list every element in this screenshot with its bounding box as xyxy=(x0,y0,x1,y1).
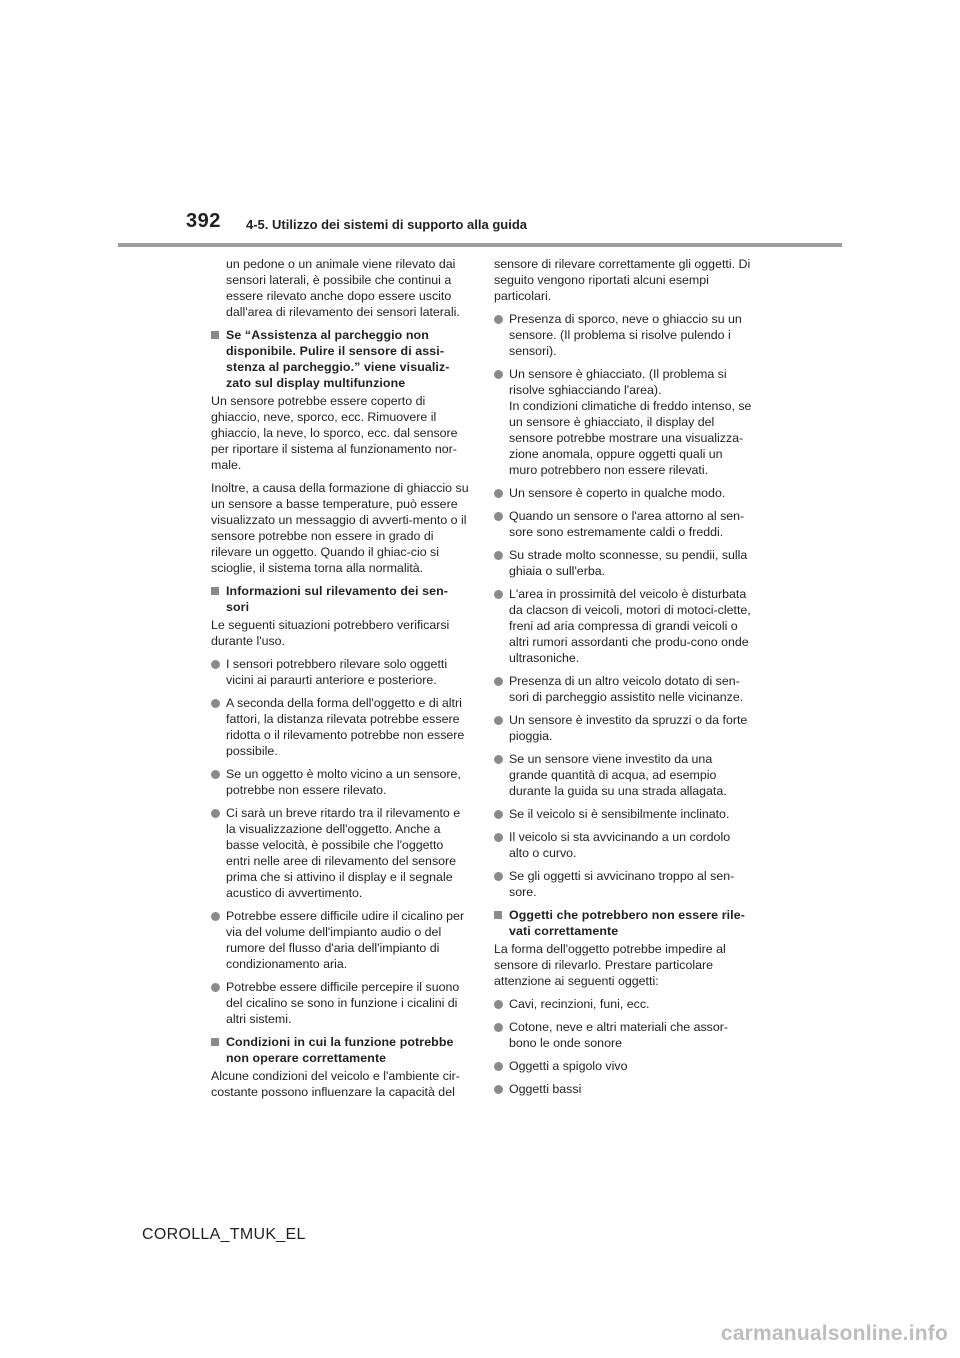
circle-bullet-icon xyxy=(494,551,503,560)
left-column xyxy=(211,256,469,1107)
section-heading xyxy=(211,1034,469,1066)
bullet-item xyxy=(494,1081,752,1097)
bullet-text: Se un sensore viene investito da una grande quantità di acqua, ad esempio durante la guida su una strada allagata. xyxy=(509,752,727,798)
bullet-item xyxy=(211,805,469,901)
circle-bullet-icon xyxy=(494,1085,503,1094)
bullet-item xyxy=(494,1019,752,1051)
paragraph: Le seguenti situazioni potrebbero verificarsi durante l'uso. xyxy=(211,618,450,648)
bullet-text: L'area in prossimità del veicolo è disturbata da clacson di veicoli, motori di motoci-clette, freni ad aria compressa di grandi veicoli o altri rumori assordanti che produ-cono onde ultrasoniche. xyxy=(509,587,751,665)
circle-bullet-icon xyxy=(494,872,503,881)
circle-bullet-icon xyxy=(211,983,220,992)
bullet-text: Un sensore è coperto in qualche modo. xyxy=(509,486,726,500)
section-heading-text: Informazioni sul rilevamento dei sen-sori xyxy=(226,584,448,614)
section-heading xyxy=(211,583,469,615)
circle-bullet-icon xyxy=(494,810,503,819)
paragraph: La forma dell'oggetto potrebbe impedire al sensore di rilevarlo. Prestare particolare attenzione ai seguenti oggetti: xyxy=(494,942,726,988)
bullet-text: Un sensore è investito da spruzzi o da forte pioggia. xyxy=(509,713,748,743)
square-bullet-icon xyxy=(211,587,219,595)
square-bullet-icon xyxy=(211,1038,219,1046)
bullet-item xyxy=(211,766,469,798)
circle-bullet-icon xyxy=(211,770,220,779)
section-heading xyxy=(494,907,752,939)
bullet-item xyxy=(211,908,469,972)
bullet-text: A seconda della forma dell'oggetto e di altri fattori, la distanza rilevata potrebbe essere ridotta o il rilevamento potrebbe non essere possibile. xyxy=(226,696,465,758)
continued-text: sensore di rilevare correttamente gli oggetti. Di seguito vengono riportati alcuni esempi particolari. xyxy=(494,257,751,303)
right-column xyxy=(494,256,752,1104)
bullet-item xyxy=(494,311,752,359)
page-number: 392 xyxy=(186,210,221,232)
bullet-text: Se il veicolo si è sensibilmente inclinato. xyxy=(509,807,730,821)
watermark: carmanualsonline.info xyxy=(720,1322,948,1345)
circle-bullet-icon xyxy=(211,660,220,669)
paragraph: Un sensore potrebbe essere coperto di ghiaccio, neve, sporco, ecc. Rimuovere il ghiaccio, la neve, lo sporco, ecc. dal sensore per riportare il sistema al funzionamento nor-male. xyxy=(211,394,458,472)
bullet-text: Un sensore è ghiacciato. (Il problema si risolve sghiacciando l'area). In condizioni climatiche di freddo intenso, se un sensore è ghiacciato, il display del sensore potrebbe mostrare una visualizza-zione anomala, oppure oggetti quali un muro potrebbero non essere rilevati. xyxy=(509,367,752,477)
circle-bullet-icon xyxy=(211,699,220,708)
bullet-text: Cotone, neve e altri materiali che assor-bono le onde sonore xyxy=(509,1020,729,1050)
bullet-text: Ci sarà un breve ritardo tra il rilevamento e la visualizzazione dell'oggetto. Anche a basse velocità, è possibile che l'oggetto entri nelle aree di rilevamento del sensore prima che si attivino il display e il segnale acustico di avvertimento. xyxy=(226,806,461,900)
bullet-item xyxy=(211,979,469,1027)
bullet-text: Il veicolo si sta avvicinando a un cordolo alto o curvo. xyxy=(509,830,731,860)
bullet-item xyxy=(494,485,752,501)
square-bullet-icon xyxy=(211,331,219,339)
circle-bullet-icon xyxy=(211,809,220,818)
header-rule xyxy=(118,243,842,247)
bullet-item xyxy=(211,656,469,688)
circle-bullet-icon xyxy=(494,677,503,686)
circle-bullet-icon xyxy=(211,912,220,921)
bullet-item xyxy=(494,829,752,861)
bullet-text: Se gli oggetti si avvicinano troppo al sen-sore. xyxy=(509,869,735,899)
bullet-text: Cavi, recinzioni, funi, ecc. xyxy=(509,997,650,1011)
bullet-text: Potrebbe essere difficile udire il cicalino per via del volume dell'impianto audio o del rumore del flusso d'aria dell'impianto di condizionamento aria. xyxy=(226,909,465,971)
section-heading xyxy=(211,327,469,391)
section-heading-text: Oggetti che potrebbero non essere rile-vati correttamente xyxy=(509,908,745,938)
circle-bullet-icon xyxy=(494,716,503,725)
circle-bullet-icon xyxy=(494,489,503,498)
bullet-text: Presenza di un altro veicolo dotato di sen-sori di parcheggio assistito nelle vicinanze. xyxy=(509,674,744,704)
bullet-text: Su strade molto sconnesse, su pendii, sulla ghiaia o sull'erba. xyxy=(509,548,748,578)
circle-bullet-icon xyxy=(494,370,503,379)
bullet-item xyxy=(494,806,752,822)
intro-text: un pedone o un animale viene rilevato dai sensori laterali, è possibile che continui a essere rilevato anche dopo essere uscito dall'area di rilevamento dei sensori laterali. xyxy=(226,257,460,319)
bullet-item xyxy=(494,366,752,478)
bullet-text: Oggetti bassi xyxy=(509,1082,582,1096)
bullet-text: Potrebbe essere difficile percepire il suono del cicalino se sono in funzione i cicalini di altri sistemi. xyxy=(226,980,460,1026)
bullet-item xyxy=(494,508,752,540)
section-title: 4-5. Utilizzo dei sistemi di supporto alla guida xyxy=(246,217,527,232)
circle-bullet-icon xyxy=(494,315,503,324)
bullet-text: Presenza di sporco, neve o ghiaccio su un sensore. (Il problema si risolve pulendo i sensori). xyxy=(509,312,742,358)
paragraph: Alcune condizioni del veicolo e l'ambiente cir-costante possono influenzare la capacità del xyxy=(211,1069,460,1099)
bullet-text: Oggetti a spigolo vivo xyxy=(509,1059,628,1073)
circle-bullet-icon xyxy=(494,512,503,521)
bullet-item xyxy=(494,712,752,744)
bullet-item xyxy=(494,1058,752,1074)
circle-bullet-icon xyxy=(494,755,503,764)
section-heading-text: Condizioni in cui la funzione potrebbe non operare correttamente xyxy=(226,1035,454,1065)
bullet-text: Se un oggetto è molto vicino a un sensore, potrebbe non essere rilevato. xyxy=(226,767,461,797)
circle-bullet-icon xyxy=(494,1000,503,1009)
bullet-text: Quando un sensore o l'area attorno al sen-sore sono estremamente caldi o freddi. xyxy=(509,509,745,539)
bullet-item xyxy=(494,547,752,579)
circle-bullet-icon xyxy=(494,590,503,599)
document-code: COROLLA_TMUK_EL xyxy=(142,1226,306,1243)
circle-bullet-icon xyxy=(494,1023,503,1032)
circle-bullet-icon xyxy=(494,833,503,842)
bullet-item xyxy=(494,586,752,666)
paragraph: Inoltre, a causa della formazione di ghiaccio su un sensore a basse temperature, può essere visualizzato un messaggio di avverti-mento o il sensore potrebbe non essere in grado di rilevare un oggetto. Quando il ghiac-cio si scioglie, il sistema torna alla normalità. xyxy=(211,481,469,575)
bullet-item xyxy=(494,751,752,799)
circle-bullet-icon xyxy=(494,1062,503,1071)
bullet-text: I sensori potrebbero rilevare solo oggetti vicini ai paraurti anteriore e posteriore. xyxy=(226,657,448,687)
section-heading-text: Se “Assistenza al parcheggio non disponibile. Pulire il sensore di assi-stenza al parcheggio.” viene visualiz-zato sul display multifunzione xyxy=(226,328,450,390)
square-bullet-icon xyxy=(494,911,502,919)
bullet-item xyxy=(494,868,752,900)
bullet-item xyxy=(494,673,752,705)
bullet-item xyxy=(211,695,469,759)
bullet-item xyxy=(494,996,752,1012)
